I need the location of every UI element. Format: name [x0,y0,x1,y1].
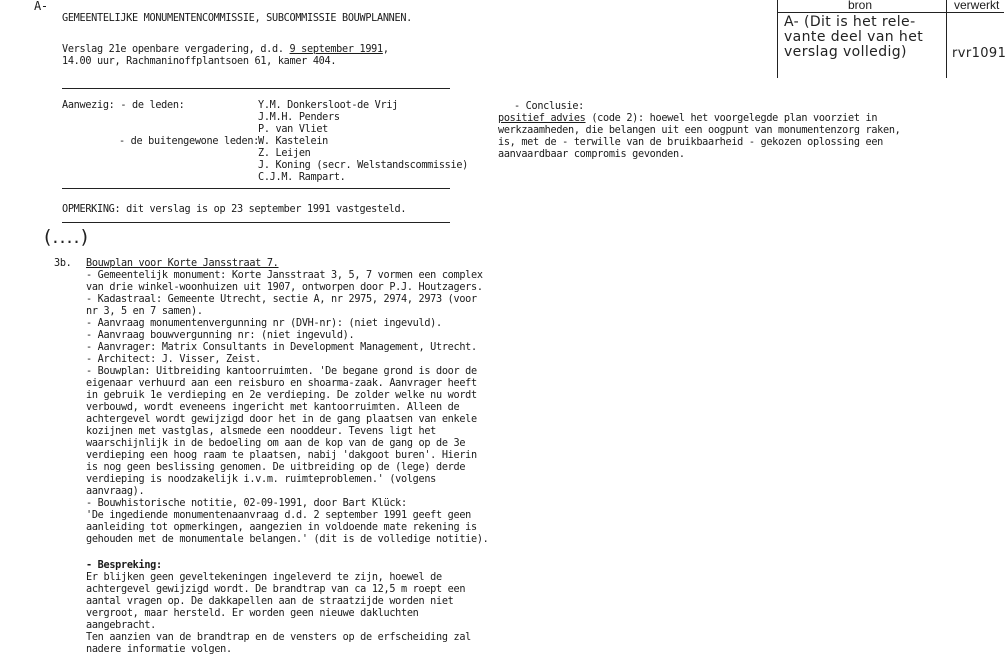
member-name: C.J.M. Rampart. [258,172,346,183]
body-line: waarschijnlijk in de bedoeling om aan de kop van de gang op de 3e [86,438,466,449]
conclusion-label: - Conclusie: [514,101,585,112]
discussion-line: aantal vragen op. De dakkapellen aan de straatzijde worden niet [86,596,454,607]
present-label: Aanwezig: - de leden: [62,100,185,111]
member-name: J.M.H. Penders [258,112,340,123]
member-name: P. van Vliet [258,124,329,135]
divider [62,222,450,223]
stamp-col-source: bron [848,0,873,12]
member-name: W. Kastelein [258,136,329,147]
body-line: gehouden met de monumentale belangen.' (dit is de volledige notitie). [86,534,489,545]
body-line: - Gemeentelijk monument: Korte Jansstraat 3, 5, 7 vormen een complex [86,270,483,281]
discussion-line: vergroot, maar hersteld. Er worden geen nieuwe dakluchten [86,608,419,619]
org-title: GEMEENTELIJKE MONUMENTENCOMMISSIE, SUBCOMMISSIE BOUWPLANNEN. [62,13,413,24]
report-suffix: , [382,44,389,55]
discussion-line: Er blijken geen geveltekeningen ingeleverd te zijn, hoewel de [86,572,442,583]
body-line: - Architect: J. Visser, Zeist. [86,354,262,365]
body-line: - Aanvraag monumentenvergunning nr (DVH-nr): (niet ingevuld). [86,318,442,329]
body-line: is nog geen beslissing genomen. De uitbreiding op de (lege) derde [86,462,466,473]
discussion-line: achtergevel gewijzigd wordt. De brandtrap van ca 12,5 m roept een [86,584,466,595]
report-line [62,44,389,56]
body-line: kozijnen met vastglas, alsmede een nooddeur. Tevens ligt het [86,426,437,437]
stamp-note-line: verslag volledig) [784,44,907,60]
stamp-note [784,15,923,60]
body-line: aanvraag). [86,486,145,497]
discussion-line: aangebracht. [86,620,157,631]
meeting-location: 14.00 uur, Rachmaninoffplantsoen 61, kamer 404. [62,56,337,67]
item-title: Bouwplan voor Korte Jansstraat 7. [86,258,279,269]
remark: OPMERKING: dit verslag is op 23 september 1991 vastgesteld. [62,204,407,215]
advice-verdict: positief advies [498,113,586,124]
item-body [86,270,489,656]
body-line: achtergevel wordt gewijzigd door het in de gang plaatsen van enkele [86,414,477,425]
member-name: J. Koning (secr. Welstandscommissie) [258,160,469,171]
body-line: aanleiding tot opmerkingen, aangezien in voldoende mate rekening is [86,522,477,533]
stamp-note-line: vante deel van het [784,29,924,45]
member-name: Z. Leijen [258,148,311,159]
body-line: nr 3, 5 en 7 samen). [86,306,203,317]
stamp-col-processed: verwerkt [954,0,1000,12]
report-prefix: Verslag 21e openbare vergadering, d.d. [62,44,290,55]
corner-mark: A- [34,0,48,13]
divider [62,188,450,189]
conclusion-first-line [498,113,877,125]
stamp-ref: rvr1091 [952,46,1006,61]
stamp-divider [946,0,947,78]
body-line: - Kadastraal: Gemeente Utrecht, sectie A, nr 2975, 2974, 2973 (voor [86,294,477,305]
body-line: 'De ingediende monumentenaanvraag d.d. 2 september 1991 geeft geen [86,510,472,521]
body-line: verdieping is noodzakelijk i.v.m. ruimteproblemen.' (volgens [86,474,437,485]
body-line: in gebruik 1e verdieping en 2e verdieping. De zolder welke nu wordt [86,390,477,401]
stamp-note-line: A- (Dit is het rele- [784,14,916,30]
body-line: - Aanvrager: Matrix Consultants in Development Management, Utrecht. [86,342,477,353]
divider [62,88,450,89]
discussion-line: nadere informatie volgen. [86,644,232,655]
body-line: - Aanvraag bouwvergunning nr: (niet ingevuld). [86,330,355,341]
spacer [86,546,489,560]
source-stamp [777,0,1004,78]
body-line: - Bouwplan: Uitbreiding kantoorruimten. 'De begane grond is door de [86,366,477,377]
conclusion-line: is, met de - terwille van de bruikbaarheid - gekozen oplossing een [498,137,884,148]
ellipsis-mark: (....) [44,226,89,248]
body-line: van drie winkel-woonhuizen uit 1907, ontworpen door P.J. Houtzagers. [86,282,483,293]
extra-members-label: - de buitengewone leden: [119,136,260,147]
conclusion-line: aanvaardbaar compromis gevonden. [498,149,685,160]
body-line: verbouwd, wordt eveneens ingericht met kantoorruimten. Alleen de [86,402,460,413]
body-line: - Bouwhistorische notitie, 02-09-1991, door Bart Klück: [86,498,407,509]
discussion-line: Ten aanzien van de brandtrap en de vensters op de erfscheiding zal [86,632,472,643]
item-number: 3b. [54,258,72,269]
body-line: eigenaar verhuurd aan een reisburo en shoarma-zaak. Aanvrager heeft [86,378,477,389]
report-date: 9 september 1991 [289,44,383,55]
member-name: Y.M. Donkersloot-de Vrij [258,100,399,111]
discussion-label: - Bespreking: [86,560,162,571]
body-line: verdieping een hoog raam te plaatsen, nabij 'dakgoot buren'. Hierin [86,450,477,461]
conclusion-text: (code 2): hoewel het voorgelegde plan voorziet in [585,113,878,124]
conclusion-line: werkzaamheden, die belangen uit een oogpunt van monumentenzorg raken, [498,125,901,136]
